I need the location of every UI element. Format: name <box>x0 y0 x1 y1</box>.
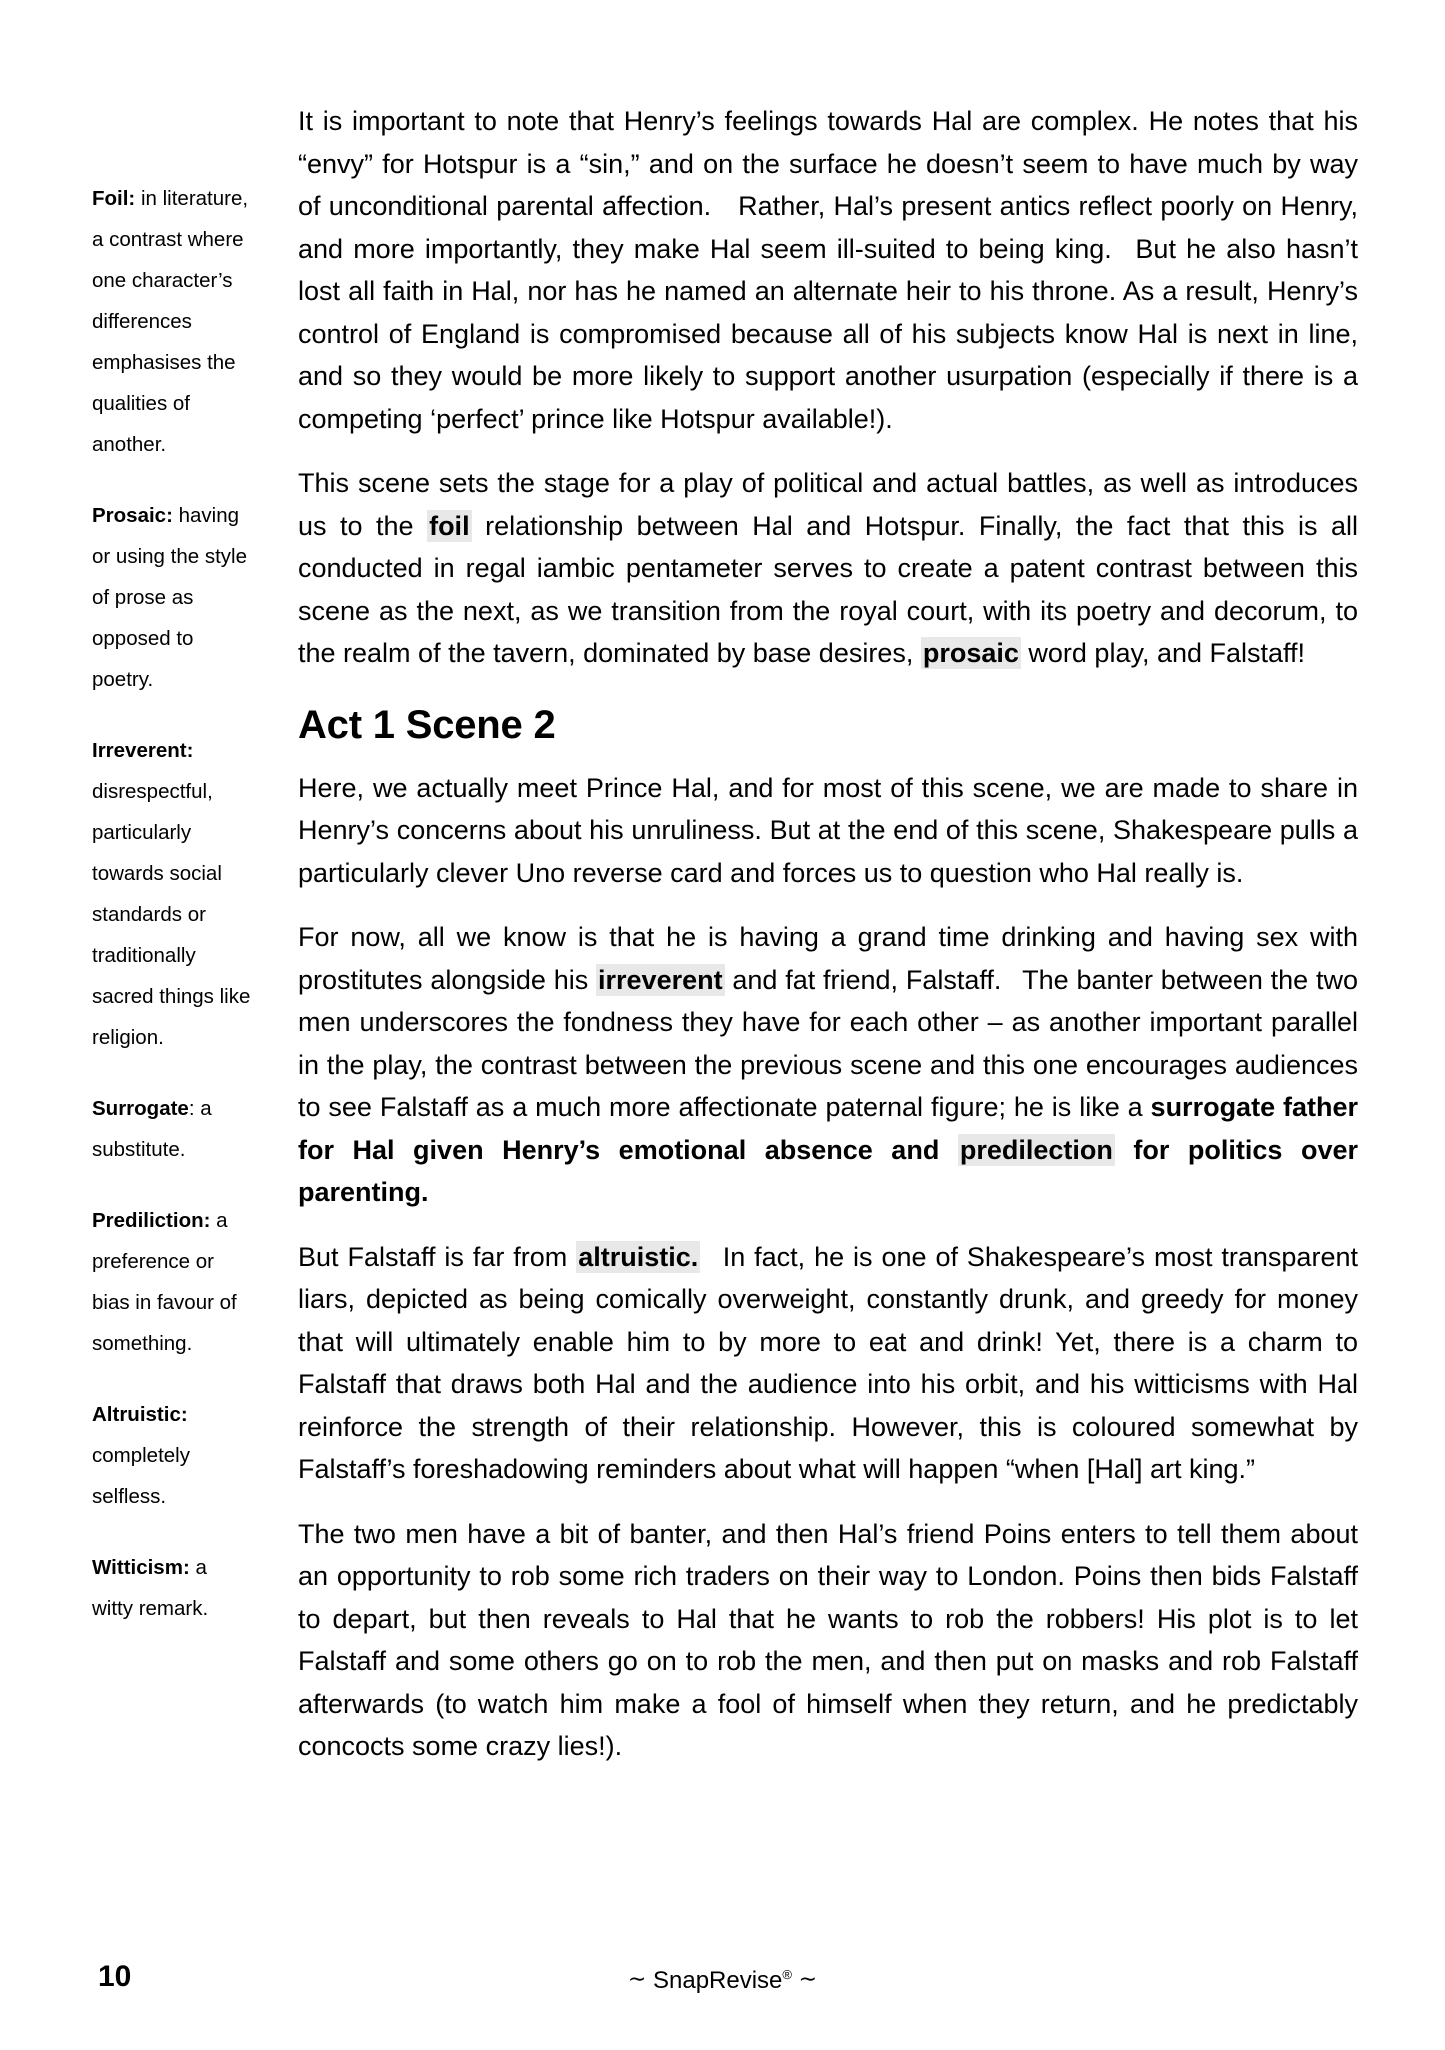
glossary-entry-altruistic <box>92 1394 252 1517</box>
body-paragraph-4 <box>298 916 1358 1214</box>
glossary-term: Surrogate <box>92 1097 189 1120</box>
main-text-column <box>298 100 1358 1768</box>
glossary-entry-prosaic <box>92 495 252 700</box>
glossary-definition: : a substitute. <box>92 1097 212 1161</box>
glossary-term: Altruistic: <box>92 1403 188 1426</box>
paragraph-text-part: This scene sets the stage for a play of political and actual battles, as well as introduces us to the <box>298 468 1358 541</box>
bold-emphasis-surrogate-father: surrogate father for Hal given Henry’s emotional absence and <box>298 1092 1358 1165</box>
glossary-term: Prediliction: <box>92 1209 211 1232</box>
tilde-left-icon: ∼ <box>627 1966 647 1991</box>
highlight-term-irreverent: irreverent <box>598 964 723 995</box>
body-paragraph-3 <box>298 767 1358 895</box>
glossary-definition: a witty remark. <box>92 1556 209 1620</box>
glossary-sidebar <box>92 178 252 1629</box>
highlight-term-predilection: predilection <box>959 1134 1113 1165</box>
paragraph-text-part: In fact, he is one of Shakespeare’s most transparent liars, depicted as being comically overweight, constantly drunk, and greedy for money that will ultimately enable him to by more to eat and drink! Yet, there is a charm to Falstaff that draws both Hal and the audience into his orbit, and his witticisms with Hal reinforce the strength of their relationship. However, this is coloured somewhat by Falstaff’s foreshadowing reminders about what will happen “when [Hal] art king.” <box>298 1241 1358 1484</box>
tilde-right-icon: ∼ <box>798 1966 818 1991</box>
paragraph-text-part: and fat friend, Falstaff. The banter between the two men underscores the fondness they have for each other – as another important parallel in the play, the contrast between the previous scene and this one encourages audiences to see Falstaff as a much more affectionate paternal figure; he is like a <box>298 964 1359 1122</box>
section-heading-act1-scene2: Act 1 Scene 2 <box>298 702 556 747</box>
page-number: 10 <box>98 1960 132 1993</box>
glossary-definition: completely selfless. <box>92 1444 190 1508</box>
page-footer <box>0 1960 1445 2020</box>
paragraph-text: It is important to note that Henry’s feelings towards Hal are complex. He notes that his “envy” for Hotspur is a “sin,” and on the surface he doesn’t seem to have much by way of unconditional parental affection. Rather, Hal’s present antics reflect poorly on Henry, and more importantly, they make Hal seem ill-suited to being king. But he also hasn’t lost all faith in Hal, nor has he named an alternate heir to his throne. As a result, Henry’s control of England is compromised because all of his subjects know Hal is next in line, and so they would be more likely to support another usurpation (especially if there is a competing ‘perfect’ prince like Hotspur available!). <box>298 106 1358 434</box>
registered-trademark-icon: ® <box>782 1967 792 1982</box>
brand-name: SnapRevise <box>652 1967 783 1994</box>
glossary-entry-foil <box>92 178 252 465</box>
body-paragraph-2 <box>298 462 1358 675</box>
glossary-definition: having or using the style of prose as opposed to poetry. <box>92 504 247 691</box>
body-paragraph-1 <box>298 100 1358 440</box>
glossary-definition: a preference or bias in favour of something. <box>92 1209 237 1355</box>
brand-footer <box>0 1966 1445 1995</box>
glossary-term: Foil: <box>92 187 136 210</box>
body-paragraph-6 <box>298 1513 1358 1768</box>
body-paragraph-5 <box>298 1236 1358 1491</box>
paragraph-text: Here, we actually meet Prince Hal, and for most of this scene, we are made to share in Henry’s concerns about his unruliness. But at the end of this scene, Shakespeare pulls a particularly clever Uno reverse card and forces us to question who Hal really is. <box>298 772 1358 888</box>
paragraph-text-part: For now, all we know is that he is having a grand time drinking and having sex with prostitutes alongside his <box>298 922 1358 995</box>
glossary-term: Prosaic: <box>92 504 173 527</box>
paragraph-text: The two men have a bit of banter, and then Hal’s friend Poins enters to tell them about an opportunity to rob some rich traders on their way to London. Poins then bids Falstaff to depart, but then reveals to Hal that he wants to rob the robbers! His plot is to let Falstaff and some others go on to rob the men, and then put on masks and rob Falstaff afterwards (to watch him make a fool of himself when they return, and he predictably concocts some crazy lies!). <box>298 1518 1358 1761</box>
glossary-definition: disrespectful, particularly towards social standards or traditionally sacred things like religion. <box>92 780 251 1049</box>
paragraph-text-part: relationship between Hal and Hotspur. Finally, the fact that this is all conducted in regal iambic pentameter serves to create a patent contrast between this scene as the next, as we transition from the royal court, with its poetry and decorum, to the realm of the tavern, dominated by base desires, <box>298 510 1358 668</box>
bold-emphasis-politics-parenting: for politics over parenting. <box>298 1134 1358 1207</box>
glossary-entry-witticism <box>92 1547 252 1629</box>
paragraph-text-part: But Falstaff is far from <box>298 1241 577 1272</box>
highlight-term-prosaic: prosaic <box>922 638 1019 668</box>
highlight-term-foil: foil <box>429 510 470 541</box>
glossary-entry-surrogate <box>92 1088 252 1170</box>
paragraph-text-part: word play, and Falstaff! <box>1020 638 1306 668</box>
glossary-term: Irreverent: <box>92 739 194 762</box>
glossary-definition: in literature, a contrast where one character’s differences emphasises the qualities of another. <box>92 187 249 456</box>
glossary-term: Witticism: <box>92 1556 190 1579</box>
glossary-entry-irreverent <box>92 730 252 1058</box>
highlight-term-altruistic: altruistic. <box>578 1241 699 1272</box>
glossary-entry-prediliction <box>92 1200 252 1364</box>
